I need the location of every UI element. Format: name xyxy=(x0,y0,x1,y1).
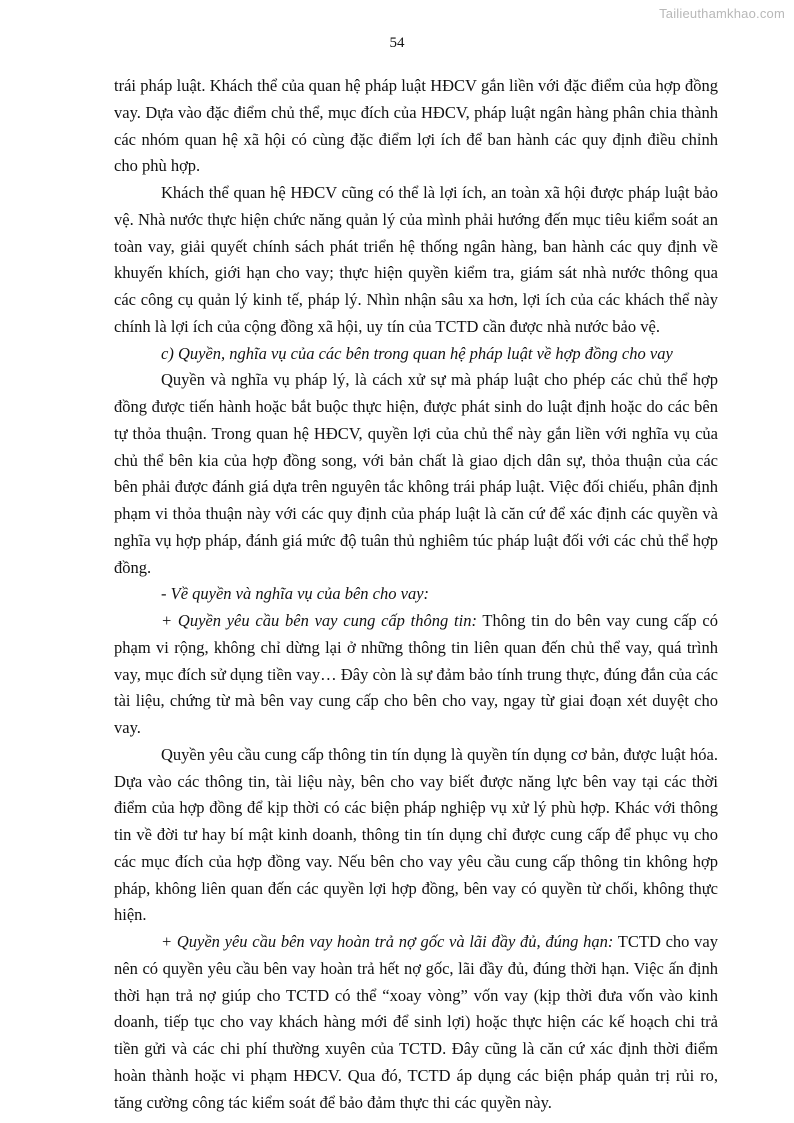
page-number: 54 xyxy=(389,35,405,51)
paragraph-2: Khách thể quan hệ HĐCV cũng có thể là lợi ích, an toàn xã hội được pháp luật bảo vệ. Nhà nước thực hiện chức năng quản lý của mình phải hướng đến mục tiêu kiểm soát an toàn vay, giải quyết chính sách phát triển hệ thống ngân hàng, ban hành các quy định về khuyến khích, giới hạn cho vay; thực hiện quyền kiểm tra, giám sát nhà nước thông qua các công cụ quản lý kinh tế, pháp lý. Nhìn nhận sâu xa hơn, lợi ích của các khách thể này chính là lợi ích của cộng đồng xã hội, uy tín của TCTD cần được nhà nước bảo vệ. xyxy=(114,183,718,336)
paragraph-4: Quyền yêu cầu cung cấp thông tin tín dụng là quyền tín dụng cơ bản, được luật hóa. Dựa vào các thông tin, tài liệu này, bên cho vay biết được năng lực bên vay tại các thời điểm của hợp đồng để kịp thời có các biện pháp nghiệp vụ xử lý phù hợp. Khác với thông tin về đời tư hay bí mật kinh doanh, thông tin tín dụng chỉ được cung cấp để phục vụ cho các mục đích của hợp đồng vay. Nếu bên cho vay yêu cầu cung cấp thông tin không hợp pháp, không liên quan đến các quyền lợi hợp đồng, bên vay có quyền từ chối, không thực hiện. xyxy=(114,744,718,925)
paragraph-3: Quyền và nghĩa vụ pháp lý, là cách xử sự mà pháp luật cho phép các chủ thể hợp đồng được tiến hành hoặc bắt buộc thực hiện, được phát sinh do luật định hoặc do các bên tự thỏa thuận. Trong quan hệ HĐCV, quyền lợi của chủ thể này gắn liền với nghĩa vụ của chủ thể bên kia của hợp đồng song, với bản chất là giao dịch dân sự, thỏa thuận của các bên phải được đánh giá dựa trên nguyên tắc không trái pháp luật. Việc đối chiếu, phân định phạm vi thỏa thuận này với các quy định của pháp luật là căn cứ để xác định các quyền và nghĩa vụ hợp pháp, đánh giá mức độ tuân thủ nghiêm túc pháp luật đối với các chủ thể hợp đồng. xyxy=(114,370,718,577)
watermark: Tailieuthamkhao.com xyxy=(659,6,785,21)
list-item-text: TCTD cho vay nên có quyền yêu cầu bên vay hoàn trả hết nợ gốc, lãi đầy đủ, đúng thời hạn. Việc ấn định thời hạn trả nợ giúp cho TCTD có thể “xoay vòng” vốn vay (kịp thời đưa vốn vào kinh doanh, tiếp tục cho vay khách hàng mới để sinh lợi) hoặc thực hiện các kế hoạch chi trả tiền gửi và các chi phí thường xuyên của TCTD. Đây cũng là căn cứ xác định thời điểm hoàn thành hoặc vi phạm HĐCV. Qua đó, TCTD áp dụng các biện pháp quản trị rủi ro, tăng cường công tác kiểm soát để bảo đảm thực thi các quyền này. xyxy=(114,932,718,1112)
paragraph-1: trái pháp luật. Khách thể của quan hệ pháp luật HĐCV gắn liền với đặc điểm của hợp đồng vay. Dựa vào đặc điểm chủ thể, mục đích của HĐCV, pháp luật ngân hàng phân chia thành các nhóm quan hệ xã hội có cùng đặc điểm lợi ích để ban hành các quy định điều chỉnh cho phù hợp. xyxy=(114,76,718,176)
list-item-repayment-right xyxy=(114,929,718,1116)
document-body xyxy=(114,73,718,1116)
list-item-information-right xyxy=(114,608,718,742)
subheading-lender-rights: - Về quyền và nghĩa vụ của bên cho vay: xyxy=(161,584,430,604)
list-item-title: + Quyền yêu cầu bên vay hoàn trả nợ gốc và lãi đầy đủ, đúng hạn: xyxy=(161,932,614,951)
list-item-text: Thông tin do bên vay cung cấp có phạm vi rộng, không chỉ dừng lại ở những thông tin liên quan đến chủ thể vay, quá trình vay, mục đích sử dụng tiền vay… Đây còn là sự đảm bảo tính trung thực, đúng đắn của các tài liệu, chứng từ mà bên vay cung cấp cho bên cho vay, ngay từ giai đoạn xét duyệt cho vay. xyxy=(114,611,718,737)
section-heading-c: c) Quyền, nghĩa vụ của các bên trong quan hệ pháp luật về hợp đồng cho vay xyxy=(161,343,673,363)
list-item-title: + Quyền yêu cầu bên vay cung cấp thông tin: xyxy=(161,611,477,630)
